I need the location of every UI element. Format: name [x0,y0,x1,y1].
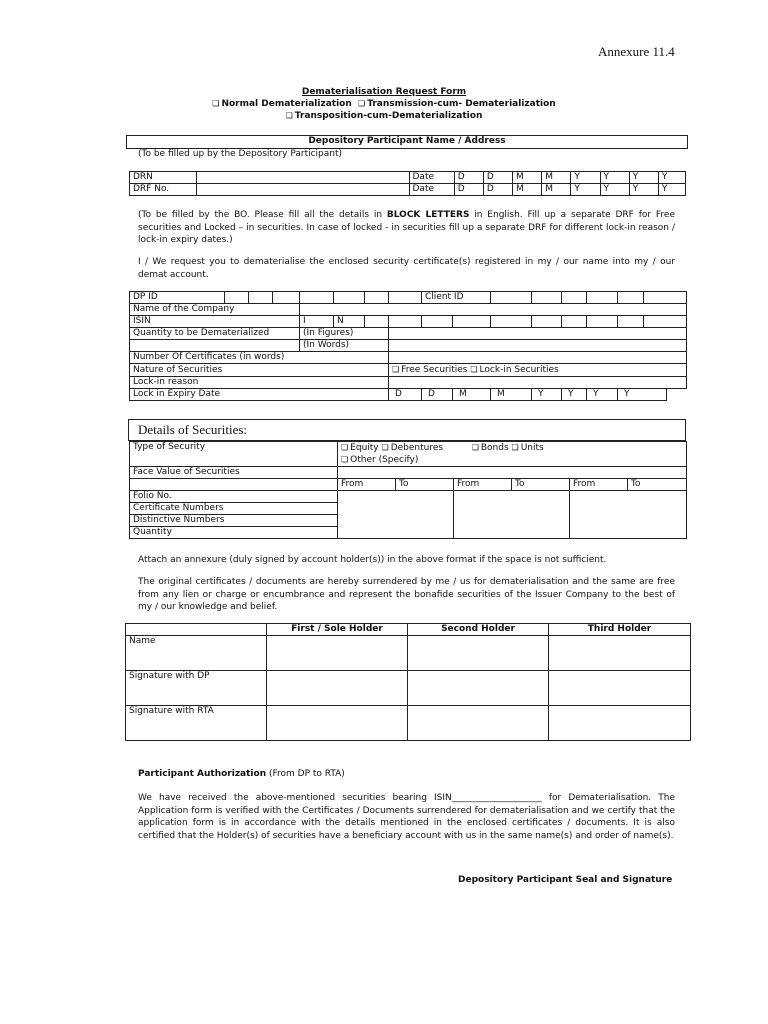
expiry-date-box[interactable]: M [491,389,532,401]
equity-label: Equity [350,443,379,453]
drf-row [130,184,686,196]
face-value-row [130,467,687,479]
signature-dp-label: Signature with DP [126,671,267,706]
range-field-3[interactable] [570,491,687,539]
authorization-text: We have received the above-mentioned securities bearing ISIN____________________ for Dematerialisation. The Application form is verified with the Certificates / Documents surrendered for dematerialisation and we certify that the application form is in accordance with the details mentioned in the enclosed certificates / documents. It is also certified that the Holder(s) of securities have a beneficiary account with us in the same name(s) and order of name(s). [138,793,675,841]
drn-field[interactable] [197,172,409,184]
from-to-row [130,479,687,491]
option-transposition: Transposition-cum-Dematerialization [294,111,483,121]
holder-name-row [126,636,691,671]
quantity-figures-field[interactable] [389,328,687,340]
checkbox-bonds[interactable] [472,443,481,453]
to-label-3: To [628,479,687,491]
expiry-date-box[interactable]: Y [587,389,618,401]
sec-quantity-label: Quantity [130,527,338,539]
details-title: Details of Securities: [138,422,248,437]
first-signature-dp[interactable] [267,671,408,706]
instructions [138,209,675,247]
num-certificates-row [130,352,687,364]
isin-row [130,316,687,328]
date-box[interactable]: Y [658,184,685,196]
nature-label: Nature of Securities [130,364,389,377]
to-label-1: To [396,479,454,491]
dp-id-box[interactable] [389,292,422,304]
dp-header: Depository Participant Name / Address [308,136,506,146]
isin-box[interactable] [618,316,644,328]
third-signature-rta[interactable] [549,706,691,741]
form-type-options-2 [0,111,768,121]
expiry-date-box[interactable]: Y [618,389,667,401]
from-to-blank [130,479,338,491]
dp-id-row [130,292,687,304]
securities-table [129,441,687,539]
folio-row [130,491,687,503]
folio-label: Folio No. [130,491,338,503]
dp-id-box[interactable] [300,292,334,304]
from-label-2: From [454,479,512,491]
second-signature-dp[interactable] [408,671,549,706]
type-options [338,442,687,467]
cert-numbers-label: Certificate Numbers [130,503,338,515]
date-box[interactable]: Y [571,172,600,184]
isin-box-i[interactable]: I [300,316,334,328]
lockin-securities-label: Lock-in Securities [479,365,559,375]
type-label: Type of Security [130,442,338,467]
client-id-box[interactable] [644,292,687,304]
lockin-reason-field[interactable] [389,377,687,389]
isin-box[interactable] [644,316,687,328]
signature-dp-row [126,671,691,706]
bo-details-table [129,291,687,401]
signature-rta-row [126,706,691,741]
from-label-3: From [570,479,628,491]
second-holder-header: Second Holder [408,624,549,636]
dp-note: (To be filled up by the Depository Participant) [138,149,343,159]
drf-field[interactable] [197,184,409,196]
first-signature-rta[interactable] [267,706,408,741]
distinctive-label: Distinctive Numbers [130,515,338,527]
form-title: Dematerialisation Request Form [301,87,467,97]
quantity-words-field[interactable] [389,340,687,352]
client-id-box[interactable] [532,292,562,304]
date-box[interactable]: D [483,172,512,184]
range-field-2[interactable] [454,491,570,539]
client-id-box[interactable] [491,292,532,304]
drf-label: DRF No. [130,184,197,196]
face-value-field[interactable] [338,467,687,479]
date-box[interactable]: Y [600,172,629,184]
free-securities-label: Free Securities [401,365,468,375]
date-box[interactable]: M [542,172,571,184]
dp-id-box[interactable] [249,292,273,304]
second-holder-name[interactable] [408,636,549,671]
first-holder-header: First / Sole Holder [267,624,408,636]
dp-id-box[interactable] [365,292,389,304]
third-holder-header: Third Holder [549,624,691,636]
in-figures-label: (In Figures) [300,328,389,340]
client-id-box[interactable] [562,292,587,304]
date-box[interactable]: Y [571,184,600,196]
holders-header-blank [126,624,267,636]
form-type-options [0,99,768,109]
dp-id-box[interactable] [334,292,365,304]
authorization-heading [138,769,345,779]
lockin-expiry-row [130,389,687,401]
quantity-label: Quantity to be Dematerialized [130,328,300,340]
client-id-box[interactable] [587,292,618,304]
drn-row [130,172,686,184]
in-words-label: (In Words) [300,340,389,352]
client-id-box[interactable] [618,292,644,304]
dp-id-box[interactable] [273,292,300,304]
drn-date-label: Date [409,172,454,184]
signature-rta-label: Signature with RTA [126,706,267,741]
client-id-label: Client ID [422,292,491,304]
lockin-reason-label: Lock-in reason [130,377,389,389]
company-label: Name of the Company [130,304,300,316]
option-normal: Normal Dematerialization [221,99,352,109]
isin-box[interactable] [532,316,562,328]
date-box[interactable]: M [542,184,571,196]
units-label: Units [520,443,544,453]
checkbox-debentures[interactable] [382,443,391,453]
isin-box[interactable] [562,316,587,328]
second-signature-rta[interactable] [408,706,549,741]
other-label: Other (Specify) [350,455,419,465]
expiry-date-box[interactable]: Y [562,389,587,401]
isin-box[interactable] [389,316,422,328]
isin-label: ISIN [130,316,300,328]
checkbox-transposition[interactable] [286,111,295,121]
authorization-title: Participant Authorization [138,769,267,779]
expiry-date-box[interactable]: D [389,389,422,401]
to-label-2: To [512,479,570,491]
drn-label: DRN [130,172,197,184]
from-label-1: From [338,479,396,491]
checkbox-equity[interactable] [341,443,350,453]
date-box[interactable]: Y [629,172,658,184]
date-box[interactable]: Y [600,184,629,196]
expiry-date-box[interactable]: Y [532,389,562,401]
instructions-bold: BLOCK LETTERS [386,210,470,220]
checkbox-free-securities[interactable] [392,365,401,375]
isin-box[interactable] [587,316,618,328]
first-holder-name[interactable] [267,636,408,671]
date-box[interactable]: D [454,184,483,196]
company-field[interactable] [300,304,687,316]
dp-id-box[interactable] [225,292,249,304]
holders-table [125,623,691,741]
checkbox-lockin-securities[interactable] [470,365,479,375]
date-box[interactable]: D [454,172,483,184]
drn-drf-table [129,171,686,196]
quantity-words-row [130,340,687,352]
holders-header-row [126,624,691,636]
date-box[interactable]: M [513,172,542,184]
dp-id-label: DP ID [130,292,225,304]
quantity-blank [130,340,300,352]
checkbox-transmission[interactable] [358,99,367,109]
annexure-label: Annexure 11.4 [598,44,675,59]
request-text: I / We request you to dematerialise the enclosed security certificate(s) registered in my / our name into my / our demat account. [138,257,675,280]
face-value-label: Face Value of Securities [130,467,338,479]
third-signature-dp[interactable] [549,671,691,706]
date-box[interactable]: D [483,184,512,196]
option-transmission: Transmission-cum- Dematerialization [367,99,556,109]
checkbox-units[interactable] [512,443,521,453]
type-row [130,442,687,467]
authorization-suffix: (From DP to RTA) [266,769,345,779]
quantity-figures-row [130,328,687,340]
num-certificates-label: Number Of Certificates (in words) [130,352,389,364]
lockin-reason-row [130,377,687,389]
company-row [130,304,687,316]
nature-row [130,364,687,377]
nature-options [389,364,687,377]
seal-signature: Depository Participant Seal and Signature [458,875,673,885]
date-box[interactable]: M [513,184,542,196]
instructions-part1: (To be filled by the BO. Please fill all the details in [138,210,387,220]
debentures-label: Debentures [390,443,444,453]
date-box[interactable]: Y [629,184,658,196]
holder-name-label: Name [126,636,267,671]
annexure-note: Attach an annexure (duly signed by account holder(s)) in the above format if the space is not sufficient. [138,555,607,565]
isin-box[interactable] [491,316,532,328]
range-field-1[interactable] [338,491,454,539]
lockin-expiry-label: Lock in Expiry Date [130,389,389,401]
isin-box[interactable] [453,316,491,328]
instructions-part2: in English. Fill up a separate DRF for Free securities and Locked – in securities. In case of locked - in securities fill up a separate DRF for different lock-in reason / lock-in expiry dates.) [138,210,675,245]
declaration: The original certificates / documents are hereby surrendered by me / us for dematerialisation and the same are free from any lien or charge or encumbrance and represent the bonafide securities of the Issuer Company to the best of my / our knowledge and belief. [138,577,675,612]
drf-date-label: Date [409,184,454,196]
expiry-date-box[interactable]: M [453,389,491,401]
isin-box-n[interactable]: N [334,316,365,328]
expiry-date-box[interactable]: D [422,389,453,401]
num-certificates-field[interactable] [389,352,687,364]
isin-box[interactable] [422,316,453,328]
checkbox-other[interactable] [341,455,350,465]
third-holder-name[interactable] [549,636,691,671]
isin-box[interactable] [365,316,389,328]
date-box[interactable]: Y [658,172,685,184]
bonds-label: Bonds [480,443,509,453]
